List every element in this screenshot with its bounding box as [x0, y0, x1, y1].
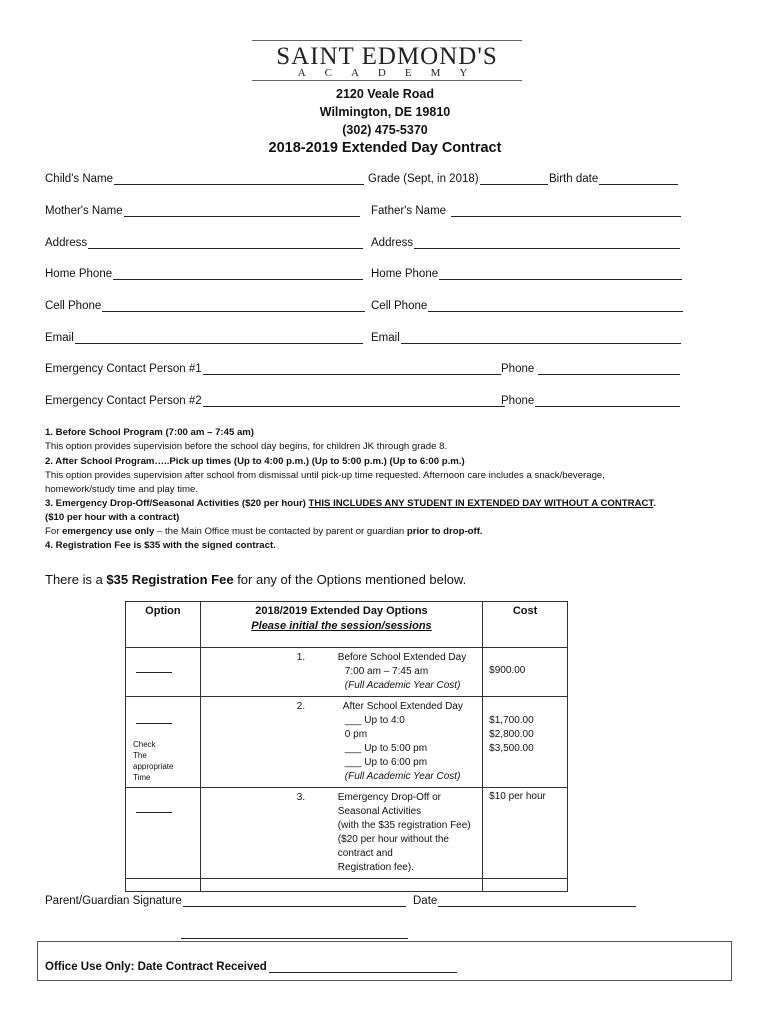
- address-right-line[interactable]: [414, 237, 680, 249]
- row-2-line-1: After School Extended Day: [342, 701, 463, 712]
- note-2-title: 2. After School Program…..Pick up times (Up to 4:00 p.m.) (Up to 5:00 p.m.) (Up to 6:00 p.m.): [45, 456, 465, 467]
- home-phone-left-line[interactable]: [113, 268, 363, 280]
- office-date-line[interactable]: [269, 961, 457, 973]
- home-phone-right-line[interactable]: [439, 268, 682, 280]
- signature-field[interactable]: [45, 895, 406, 907]
- row-1-cost: $900.00: [483, 648, 568, 697]
- school-logo-name: SAINT EDMOND'S: [276, 43, 498, 70]
- emergency-contact-2-field[interactable]: [45, 395, 505, 407]
- cell-phone-right-field[interactable]: [371, 300, 683, 312]
- row-2-line-5: ___ Up to 6:00 pm: [344, 757, 428, 768]
- table-row: [126, 697, 568, 788]
- emergency-phone-2-label: Phone: [501, 395, 535, 407]
- row-1-initial-line[interactable]: [136, 672, 172, 673]
- header-options-cell: [200, 602, 482, 648]
- note-3-mid: – the Main Office must be contacted by parent or guardian: [154, 526, 407, 537]
- emergency-phone-1-field[interactable]: [501, 363, 680, 375]
- office-use-label: Office Use Only: Date Contract Received: [45, 961, 267, 973]
- address-left-label: Address: [45, 237, 88, 249]
- row-3-num: 3.: [296, 792, 306, 803]
- fee-amount: $35 Registration Fee: [106, 572, 234, 587]
- empty-cell-3: [483, 879, 568, 892]
- table-row: [126, 879, 568, 892]
- emergency-phone-1-line[interactable]: [538, 363, 680, 375]
- school-phone: (302) 475-5370: [342, 123, 428, 137]
- note-3-emergency-only: emergency use only: [62, 526, 155, 537]
- row-2-num: 2.: [296, 701, 306, 712]
- father-name-line[interactable]: [451, 205, 681, 217]
- row-3-initial-line[interactable]: [136, 812, 172, 813]
- email-left-label: Email: [45, 332, 74, 344]
- row-3-cost: $10 per hour: [483, 788, 568, 879]
- child-name-label: Child's Name: [45, 173, 114, 185]
- date-label: Date: [413, 895, 438, 907]
- row-3-option-cell[interactable]: [126, 788, 201, 879]
- row-2-cost-1: $1,700.00: [489, 715, 534, 726]
- row-2-cost-2: $2,800.00: [489, 729, 534, 740]
- note-1-text: This option provides supervision before the school day begins, for children JK through grade 8.: [45, 441, 448, 452]
- email-left-line[interactable]: [75, 332, 363, 344]
- check-note-3: appropriate: [133, 762, 174, 771]
- mother-name-field[interactable]: [45, 205, 360, 217]
- address-city: Wilmington, DE 19810: [319, 105, 451, 119]
- row-1-line-3: (Full Academic Year Cost): [344, 680, 461, 691]
- home-phone-right-field[interactable]: [371, 268, 682, 280]
- emergency-contact-2-label: Emergency Contact Person #2: [45, 395, 202, 407]
- row-2-desc-cell: [200, 697, 482, 788]
- office-use-field[interactable]: [45, 961, 457, 973]
- row-3-line-2: (with the $35 registration Fee): [337, 820, 471, 831]
- row-3-line-1: Emergency Drop-Off or Seasonal Activities: [337, 792, 441, 817]
- row-1-desc-cell: [200, 648, 482, 697]
- date-line[interactable]: [438, 895, 636, 907]
- grade-line[interactable]: [480, 173, 548, 185]
- note-3-for: For: [45, 526, 63, 537]
- row-1-line-1: Before School Extended Day: [337, 652, 467, 663]
- grade-label: Grade (Sept, in 2018): [368, 173, 479, 185]
- signature-label: Parent/Guardian Signature: [45, 895, 182, 907]
- birth-date-label: Birth date: [549, 173, 599, 185]
- row-1-num: 1.: [296, 652, 306, 663]
- note-4: 4. Registration Fee is $35 with the signed contract.: [45, 540, 276, 551]
- cell-phone-left-line[interactable]: [102, 300, 365, 312]
- email-right-label: Email: [371, 332, 400, 344]
- address-left-field[interactable]: [45, 237, 363, 249]
- home-phone-right-label: Home Phone: [371, 268, 439, 280]
- emergency-phone-2-line[interactable]: [535, 395, 680, 407]
- note-3-title: [45, 497, 656, 510]
- home-phone-left-field[interactable]: [45, 268, 363, 280]
- note-2-text-a: This option provides supervision after school from dismissal until pick-up time requested. Afternoon care includes a snack/beverage,: [45, 470, 605, 481]
- father-name-label: Father's Name: [371, 205, 447, 217]
- table-header-row: [126, 602, 568, 648]
- row-2-initial-line[interactable]: [136, 723, 172, 724]
- fee-post: for any of the Options mentioned below.: [233, 572, 467, 587]
- mother-name-line[interactable]: [124, 205, 360, 217]
- table-row: [126, 648, 568, 697]
- email-right-field[interactable]: [371, 332, 681, 344]
- check-note-1: Check: [133, 740, 156, 749]
- row-2-option-cell[interactable]: [126, 697, 201, 788]
- birth-date-line[interactable]: [599, 173, 678, 185]
- signature-line[interactable]: [183, 895, 406, 907]
- birth-date-field[interactable]: [549, 173, 678, 185]
- note-3-title-text: 3. Emergency Drop-Off/Seasonal Activities ($20 per hour): [45, 498, 309, 509]
- emergency-contact-1-line[interactable]: [203, 363, 501, 375]
- empty-cell-2: [200, 879, 482, 892]
- mother-name-label: Mother's Name: [45, 205, 123, 217]
- row-2-cost-cell: [483, 697, 568, 788]
- father-name-field[interactable]: [371, 205, 681, 217]
- school-logo-sub: ACADEMY: [297, 67, 487, 79]
- address-left-line[interactable]: [88, 237, 363, 249]
- address-right-field[interactable]: [371, 237, 680, 249]
- date-field[interactable]: [413, 895, 636, 907]
- logo-bottom-rule: [252, 80, 522, 81]
- emergency-contact-2-line[interactable]: [203, 395, 505, 407]
- row-3-line-4: Registration fee).: [337, 862, 414, 873]
- emergency-phone-1-label: Phone: [501, 363, 535, 375]
- row-2-line-4: ___ Up to 5:00 pm: [344, 743, 428, 754]
- check-time-note: [133, 739, 173, 783]
- grade-field[interactable]: [368, 173, 548, 185]
- fee-pre: There is a: [45, 572, 107, 587]
- logo-top-rule: [252, 40, 522, 41]
- empty-cell-1: [126, 879, 201, 892]
- email-left-field[interactable]: [45, 332, 363, 344]
- emergency-contact-1-field[interactable]: [45, 363, 501, 375]
- emergency-contact-1-label: Emergency Contact Person #1: [45, 363, 202, 375]
- table-row: [126, 788, 568, 879]
- cell-phone-right-label: Cell Phone: [371, 300, 428, 312]
- row-2-line-3: 0 pm: [344, 729, 368, 740]
- header-option: Option: [126, 602, 201, 648]
- address-street: 2120 Veale Road: [336, 87, 434, 101]
- signature-underline: [181, 938, 408, 939]
- note-3-underline: THIS INCLUDES ANY STUDENT IN EXTENDED DAY WITHOUT A CONTRACT: [308, 498, 654, 509]
- child-name-line[interactable]: [114, 173, 364, 185]
- check-note-4: Time: [133, 773, 151, 782]
- row-1-line-2: 7:00 am – 7:45 am: [344, 666, 429, 677]
- header-cost: Cost: [483, 602, 568, 648]
- cell-phone-left-label: Cell Phone: [45, 300, 102, 312]
- header-options-sub: Please initial the session/sessions: [251, 620, 432, 632]
- address-right-label: Address: [371, 237, 414, 249]
- note-3-sub: ($10 per hour with a contract): [45, 512, 180, 523]
- emergency-phone-2-field[interactable]: [501, 395, 680, 407]
- row-3-line-3: ($20 per hour without the contract and: [337, 834, 449, 859]
- cell-phone-left-field[interactable]: [45, 300, 365, 312]
- options-table: [125, 601, 568, 892]
- page-title: 2018-2019 Extended Day Contract: [268, 140, 502, 156]
- row-3-desc-cell: [200, 788, 482, 879]
- row-2-line-6: (Full Academic Year Cost): [344, 771, 461, 782]
- header-options-title: 2018/2019 Extended Day Options: [255, 605, 428, 617]
- note-2-text-b: homework/study time and play time.: [45, 484, 199, 495]
- registration-fee-line: [45, 572, 466, 587]
- check-note-2: The: [133, 751, 147, 760]
- row-2-cost-3: $3,500.00: [489, 743, 534, 754]
- note-3-period: .: [653, 498, 656, 509]
- email-right-line[interactable]: [401, 332, 681, 344]
- note-3-emergency: [45, 525, 483, 538]
- row-1-option-cell[interactable]: [126, 648, 201, 697]
- note-3-prior: prior to drop-off.: [406, 526, 483, 537]
- row-2-line-2: ___ Up to 4:0: [344, 715, 405, 726]
- child-name-field[interactable]: [45, 173, 364, 185]
- note-1-title: 1. Before School Program (7:00 am – 7:45 am): [45, 427, 255, 438]
- cell-phone-right-line[interactable]: [428, 300, 683, 312]
- home-phone-left-label: Home Phone: [45, 268, 113, 280]
